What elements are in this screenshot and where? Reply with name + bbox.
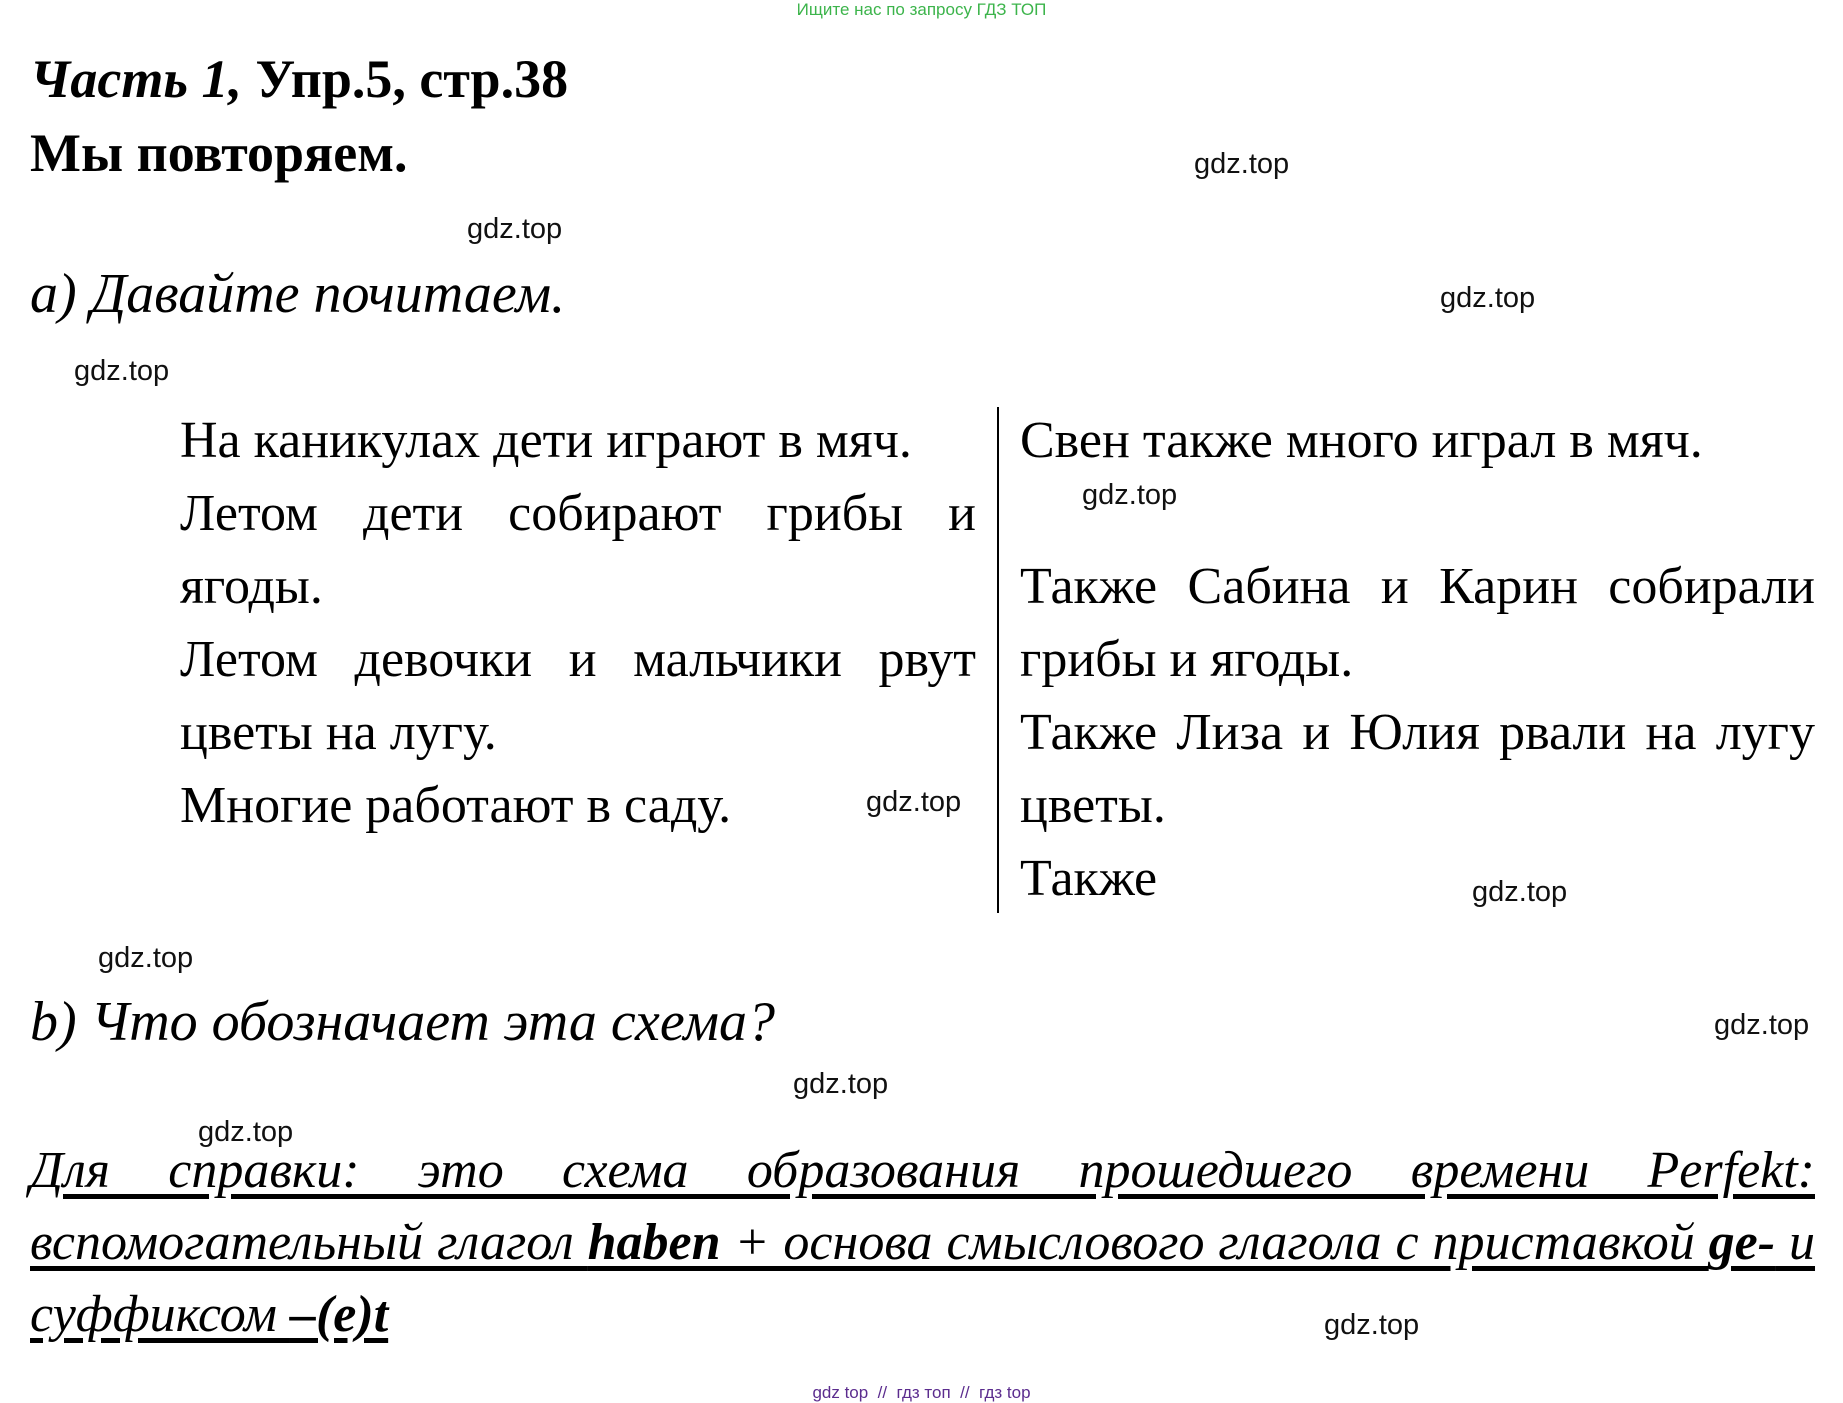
reference-note — [30, 1135, 1815, 1351]
exercise-heading — [30, 42, 568, 116]
right-sentence: Также Сабина и Карин собирали грибы и ягоды. — [1020, 558, 1815, 688]
watermark: gdz.top — [1714, 1009, 1810, 1041]
watermark: gdz.top — [1194, 148, 1290, 180]
left-sentence: На каникулах дети играют в мяч. — [180, 412, 912, 469]
watermark: gdz.top — [1324, 1309, 1420, 1341]
right-sentence: Также — [1020, 850, 1158, 907]
part-label: Часть 1, — [30, 49, 243, 109]
note-bold-suffix: –(e)t — [289, 1286, 389, 1343]
column-divider — [997, 407, 999, 913]
watermark: gdz.top — [1472, 876, 1568, 908]
left-column — [180, 404, 976, 842]
section-a-heading: a) Давайте почитаем. — [30, 263, 566, 325]
left-sentence: Многие работают в саду. — [180, 777, 732, 834]
watermark: gdz.top — [198, 1116, 294, 1148]
watermark: gdz.top — [866, 786, 962, 818]
note-text: + основа смыслового глагола с приставкой — [720, 1214, 1709, 1271]
footer-links: gdz top // гдз топ // гдз top — [812, 1383, 1031, 1402]
watermark: gdz.top — [1440, 282, 1536, 314]
note-text: и суффиксом — [30, 1214, 1816, 1343]
top-banner: Ищите нас по запросу ГДЗ ТОП — [796, 0, 1047, 19]
left-sentence: Летом дети собирают грибы и ягоды. — [180, 485, 976, 615]
note-bold-haben: haben — [587, 1214, 721, 1271]
note-bold-prefix: ge- — [1708, 1214, 1776, 1271]
note-text: Для справки: это схема образования прошедшего времени Perfekt: вспомогательный глагол — [30, 1142, 1815, 1271]
page-title — [30, 42, 568, 190]
section-b-heading: b) Что обозначает эта схема? — [30, 991, 776, 1053]
left-sentence: Летом девочки и мальчики рвут цветы на лугу. — [180, 631, 976, 761]
watermark: gdz.top — [793, 1068, 889, 1100]
exercise-label: Упр.5, стр.38 — [242, 49, 569, 109]
watermark: gdz.top — [74, 355, 170, 387]
right-sentence: Свен также много играл в мяч. — [1020, 412, 1703, 469]
watermark: gdz.top — [98, 942, 194, 974]
watermark: gdz.top — [467, 213, 563, 245]
watermark: gdz.top — [1082, 479, 1178, 511]
right-sentence: Также Лиза и Юлия рвали на лугу цветы. — [1020, 704, 1815, 834]
exercise-subtitle: Мы повторяем. — [30, 123, 408, 183]
